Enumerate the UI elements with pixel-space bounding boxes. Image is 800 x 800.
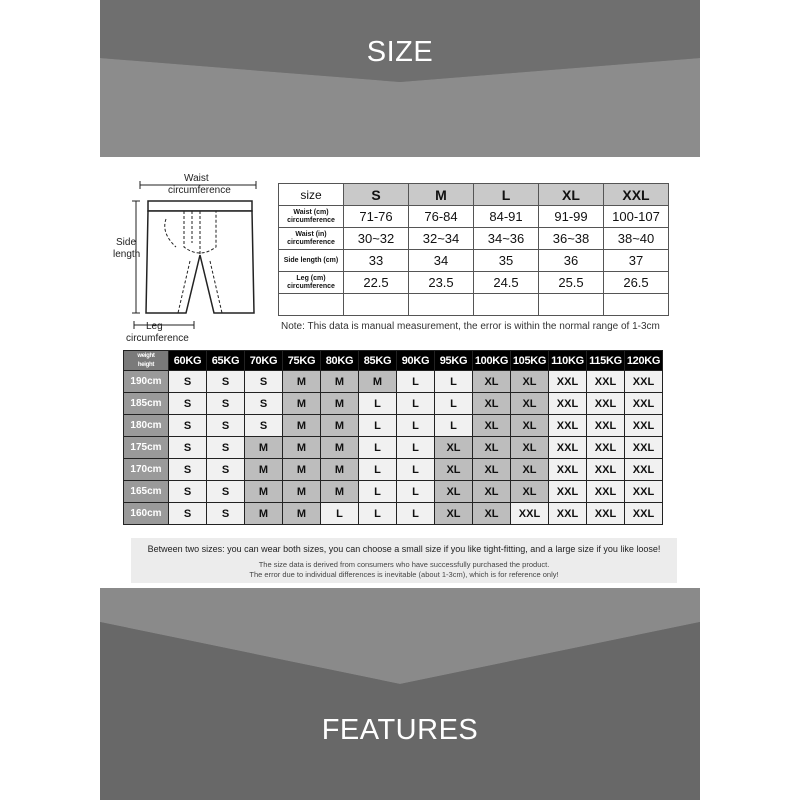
- size-cell: M: [321, 459, 359, 481]
- size-cell: L: [435, 415, 473, 437]
- measurement-value: [604, 294, 669, 316]
- height-cell: 190cm: [124, 371, 169, 393]
- size-cell: L: [397, 459, 435, 481]
- size-cell: XXL: [625, 437, 663, 459]
- measurement-value: 84-91: [474, 206, 539, 228]
- weight-header: 115KG: [587, 351, 625, 371]
- measurement-value: 26.5: [604, 272, 669, 294]
- size-cell: L: [359, 481, 397, 503]
- size-cell: XL: [473, 371, 511, 393]
- size-header: XXL: [604, 184, 669, 206]
- weight-header: 85KG: [359, 351, 397, 371]
- weight-row: [124, 503, 663, 525]
- measurement-value: 37: [604, 250, 669, 272]
- size-cell: M: [245, 503, 283, 525]
- measurement-value: 100-107: [604, 206, 669, 228]
- size-cell: S: [207, 437, 245, 459]
- size-cell: XXL: [587, 371, 625, 393]
- tip-line-3: The error due to individual differences is inevitable (about 1-3cm), which is for reference only!: [249, 570, 559, 579]
- size-cell: M: [245, 437, 283, 459]
- size-cell: XL: [435, 481, 473, 503]
- measurement-label: [279, 228, 344, 250]
- size-cell: XXL: [549, 437, 587, 459]
- measurement-value: 38~40: [604, 228, 669, 250]
- size-tips: [131, 538, 677, 583]
- weight-row: [124, 437, 663, 459]
- size-cell: M: [283, 393, 321, 415]
- weight-row: [124, 393, 663, 415]
- measurement-table: [278, 183, 669, 316]
- size-header: S: [344, 184, 409, 206]
- weight-table-body: [124, 371, 663, 525]
- size-cell: XL: [473, 459, 511, 481]
- weight-header: 120KG: [625, 351, 663, 371]
- weight-header: 70KG: [245, 351, 283, 371]
- measurement-label: [279, 294, 344, 316]
- measurement-label-line: Leg (cm): [296, 274, 326, 282]
- size-cell: L: [397, 437, 435, 459]
- size-cell: S: [169, 481, 207, 503]
- size-header: M: [409, 184, 474, 206]
- measurement-value: 91-99: [539, 206, 604, 228]
- weight-height-table: [123, 350, 663, 525]
- size-banner: [100, 0, 700, 157]
- size-cell: XXL: [625, 481, 663, 503]
- measurement-note: Note: This data is manual measurement, the error is within the normal range of 1-3cm: [281, 321, 660, 332]
- size-cell: XXL: [587, 393, 625, 415]
- weight-row: [124, 371, 663, 393]
- height-cell: 180cm: [124, 415, 169, 437]
- size-cell: S: [245, 393, 283, 415]
- size-cell: L: [397, 371, 435, 393]
- weight-header: 105KG: [511, 351, 549, 371]
- size-cell: L: [397, 393, 435, 415]
- size-cell: XXL: [549, 503, 587, 525]
- features-banner: [100, 588, 700, 800]
- size-cell: XL: [511, 481, 549, 503]
- measurement-label-line: Side length (cm): [283, 256, 339, 264]
- measurement-value: 33: [344, 250, 409, 272]
- size-cell: XL: [473, 481, 511, 503]
- size-cell: XL: [473, 415, 511, 437]
- features-banner-decoration: [100, 588, 700, 800]
- measurement-label-line: circumference: [287, 282, 335, 290]
- size-cell: M: [359, 371, 397, 393]
- size-cell: M: [245, 481, 283, 503]
- measurement-label: [279, 272, 344, 294]
- measurement-label: [279, 206, 344, 228]
- size-cell: S: [207, 503, 245, 525]
- size-cell: L: [359, 459, 397, 481]
- measurement-row: [279, 206, 669, 228]
- size-cell: M: [321, 393, 359, 415]
- size-cell: L: [359, 393, 397, 415]
- weight-header: 60KG: [169, 351, 207, 371]
- size-cell: M: [283, 481, 321, 503]
- size-cell: XXL: [587, 415, 625, 437]
- measurement-value: 32~34: [409, 228, 474, 250]
- measurement-header-row: [279, 184, 669, 206]
- measurement-row: [279, 228, 669, 250]
- size-title: SIZE: [366, 36, 434, 68]
- weight-corner-label: weight: [137, 352, 155, 359]
- measurement-value: 76-84: [409, 206, 474, 228]
- weight-header: 90KG: [397, 351, 435, 371]
- size-cell: XXL: [625, 371, 663, 393]
- size-cell: XL: [511, 415, 549, 437]
- weight-header: 110KG: [549, 351, 587, 371]
- size-cell: XL: [511, 393, 549, 415]
- size-cell: M: [321, 437, 359, 459]
- waist-label-2: circumference: [168, 185, 231, 196]
- measurement-value: [474, 294, 539, 316]
- height-cell: 170cm: [124, 459, 169, 481]
- measurement-value: 22.5: [344, 272, 409, 294]
- size-cell: L: [397, 503, 435, 525]
- tip-line-2: The size data is derived from consumers who have successfully purchased the product.: [258, 560, 550, 569]
- measurement-row: [279, 294, 669, 316]
- leg-label-2: circumference: [126, 333, 189, 344]
- measurement-label-line: Waist (in): [295, 230, 327, 238]
- size-cell: M: [283, 437, 321, 459]
- size-cell: XL: [435, 503, 473, 525]
- measurement-value: 23.5: [409, 272, 474, 294]
- weight-row: [124, 481, 663, 503]
- measurement-row: [279, 250, 669, 272]
- measurement-value: 36: [539, 250, 604, 272]
- weight-height-corner: [124, 351, 169, 371]
- size-cell: XL: [435, 459, 473, 481]
- weight-header: 75KG: [283, 351, 321, 371]
- height-cell: 165cm: [124, 481, 169, 503]
- weight-row: [124, 459, 663, 481]
- size-cell: XXL: [549, 371, 587, 393]
- measurement-corner: size: [279, 184, 344, 206]
- size-cell: S: [207, 415, 245, 437]
- measurement-value: 24.5: [474, 272, 539, 294]
- measurement-value: 25.5: [539, 272, 604, 294]
- size-cell: XL: [473, 393, 511, 415]
- weight-header: 65KG: [207, 351, 245, 371]
- size-cell: M: [321, 415, 359, 437]
- measurement-value: 30~32: [344, 228, 409, 250]
- measurement-value: 34~36: [474, 228, 539, 250]
- measurement-label-line: circumference: [287, 216, 335, 224]
- size-cell: XXL: [587, 437, 625, 459]
- waist-label: Waist: [184, 173, 209, 184]
- leg-label: Leg: [146, 321, 163, 332]
- measurement-row: [279, 272, 669, 294]
- size-cell: S: [245, 415, 283, 437]
- height-cell: 185cm: [124, 393, 169, 415]
- size-cell: S: [207, 459, 245, 481]
- size-cell: XXL: [549, 393, 587, 415]
- tip-line-1: Between two sizes: you can wear both sizes, you can choose a small size if you like tight-fitting, and a large size if you like loose!: [147, 544, 661, 554]
- measurement-value: 35: [474, 250, 539, 272]
- size-cell: XXL: [549, 481, 587, 503]
- weight-header: 80KG: [321, 351, 359, 371]
- size-cell: S: [207, 481, 245, 503]
- size-cell: L: [397, 415, 435, 437]
- size-header: L: [474, 184, 539, 206]
- size-cell: S: [169, 503, 207, 525]
- size-cell: S: [169, 393, 207, 415]
- size-cell: M: [283, 459, 321, 481]
- weight-header-row: [124, 351, 663, 371]
- size-cell: L: [359, 415, 397, 437]
- size-cell: XXL: [625, 415, 663, 437]
- size-cell: L: [435, 371, 473, 393]
- height-corner-label: height: [137, 361, 155, 368]
- size-cell: M: [321, 371, 359, 393]
- size-cell: XXL: [587, 481, 625, 503]
- size-cell: S: [207, 371, 245, 393]
- measurement-value: 34: [409, 250, 474, 272]
- size-cell: S: [169, 437, 207, 459]
- banner-decoration: [100, 0, 700, 157]
- size-cell: L: [359, 437, 397, 459]
- height-cell: 175cm: [124, 437, 169, 459]
- size-cell: XXL: [511, 503, 549, 525]
- shorts-diagram: [106, 163, 276, 353]
- size-cell: XL: [511, 459, 549, 481]
- measurement-value: [409, 294, 474, 316]
- size-cell: XL: [473, 437, 511, 459]
- size-cell: L: [321, 503, 359, 525]
- size-cell: L: [435, 393, 473, 415]
- size-cell: S: [169, 459, 207, 481]
- size-cell: XL: [511, 437, 549, 459]
- measurement-label: [279, 250, 344, 272]
- measurement-value: 71-76: [344, 206, 409, 228]
- measurement-label-line: circumference: [287, 238, 335, 246]
- size-header: XL: [539, 184, 604, 206]
- size-cell: XXL: [587, 459, 625, 481]
- height-cell: 160cm: [124, 503, 169, 525]
- size-cell: XXL: [587, 503, 625, 525]
- size-cell: XXL: [625, 503, 663, 525]
- measurement-label-line: Waist (cm): [293, 208, 329, 216]
- size-cell: L: [359, 503, 397, 525]
- size-cell: XXL: [625, 459, 663, 481]
- side-label-2: length: [113, 249, 141, 260]
- size-cell: XL: [511, 371, 549, 393]
- measurement-value: 36~38: [539, 228, 604, 250]
- size-cell: S: [169, 415, 207, 437]
- size-cell: XXL: [625, 393, 663, 415]
- side-label: Side: [116, 237, 137, 248]
- size-cell: XXL: [549, 415, 587, 437]
- size-cell: S: [245, 371, 283, 393]
- weight-row: [124, 415, 663, 437]
- measurement-value: [344, 294, 409, 316]
- size-cell: S: [207, 393, 245, 415]
- size-cell: M: [283, 371, 321, 393]
- size-cell: M: [245, 459, 283, 481]
- size-cell: XL: [473, 503, 511, 525]
- measurement-value: [539, 294, 604, 316]
- size-cell: XXL: [549, 459, 587, 481]
- size-cell: M: [283, 415, 321, 437]
- weight-header: 100KG: [473, 351, 511, 371]
- size-cell: M: [321, 481, 359, 503]
- size-cell: M: [283, 503, 321, 525]
- size-chart-panel: [100, 157, 700, 588]
- size-cell: XL: [435, 437, 473, 459]
- features-title: FEATURES: [321, 714, 479, 746]
- size-cell: L: [397, 481, 435, 503]
- size-cell: S: [169, 371, 207, 393]
- weight-header: 95KG: [435, 351, 473, 371]
